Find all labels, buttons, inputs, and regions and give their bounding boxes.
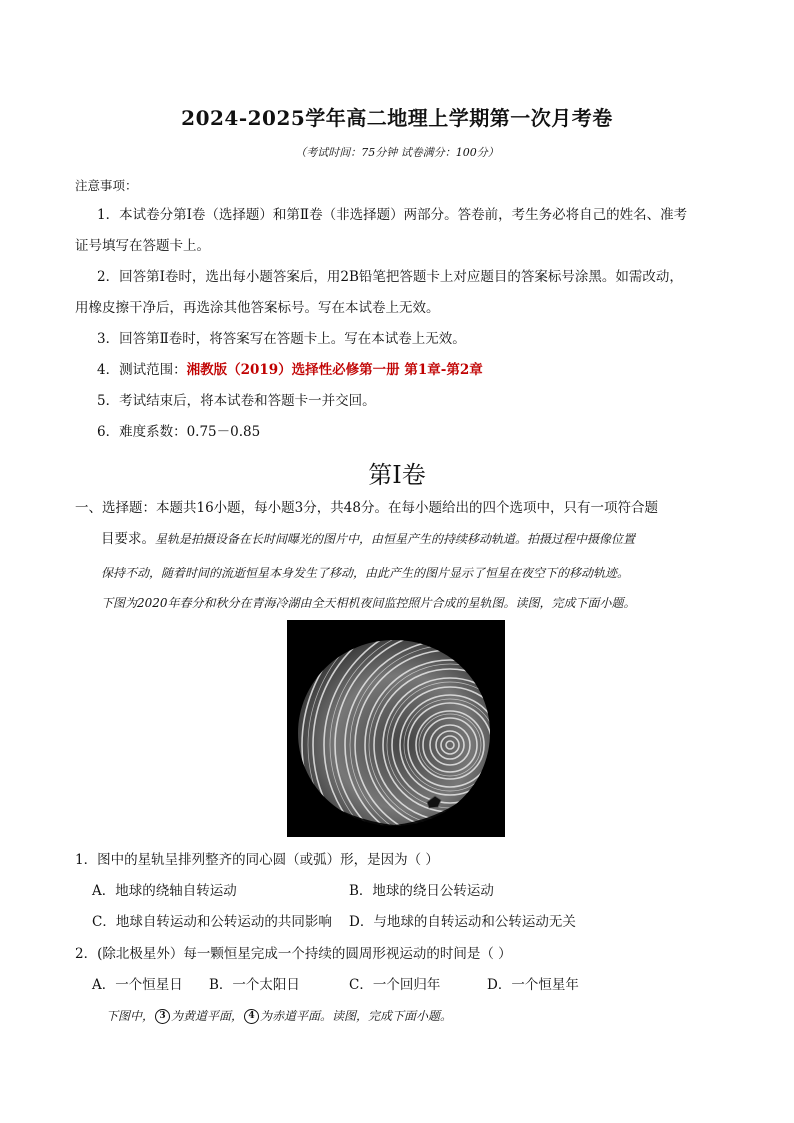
notice-item-6: 6．难度系数：0.75－0.85 [97, 424, 261, 440]
question-1-option-a: A．地球的绕轴自转运动 [92, 883, 237, 899]
notice-item-4 [97, 360, 483, 380]
question-2-option-b: B．一个太阳日 [209, 977, 300, 993]
exam-info: （考试时间：75分钟 试卷满分：100分） [295, 146, 499, 159]
notice-heading: 注意事项： [75, 178, 138, 193]
notice-item-1: 1．本试卷分第Ⅰ卷（选择题）和第Ⅱ卷（非选择题）两部分。答卷前，考生务必将自己的姓名、准考 [97, 207, 688, 223]
section-title: 第Ⅰ卷 [368, 461, 426, 489]
question-stem-line-2: 保持不动，随着时间的流逝恒星本身发生了移动，由此产生的图片显示了恒星在夜空下的移动轨迹。 [101, 566, 630, 580]
star-trail-image [287, 620, 505, 837]
question-2-option-c: C．一个回归年 [349, 977, 441, 993]
question-stem-line-3: 下图为2020年春分和秋分在青海冷湖由全天相机夜间监控照片合成的星轨图。读图，完成下面小题。 [101, 596, 636, 610]
next-intro-prefix: 下图中， [106, 1009, 155, 1023]
question-stem-line-1: 星轨是拍摄设备在长时间曝光的图片中，由恒星产生的持续移动轨道。拍摄过程中摄像位置 [155, 532, 636, 546]
next-intro-mid: 为黄道平面， [171, 1009, 244, 1023]
question-1-option-c: C．地球自转运动和公转运动的共同影响 [92, 914, 332, 930]
notice-item-3: 3．回答第Ⅱ卷时，将答案写在答题卡上。写在本试卷上无效。 [97, 331, 466, 347]
notice-item-5: 5．考试结束后，将本试卷和答题卡一并交回。 [97, 393, 376, 409]
next-question-intro [106, 1007, 452, 1024]
page-title: 2024-2025学年高二地理上学期第一次月考卷 [181, 106, 613, 130]
star-trail-photo [287, 620, 505, 837]
question-1-option-d: D．与地球的自转运动和公转运动无关 [349, 914, 576, 930]
question-1-stem: 1．图中的星轨呈排列整齐的同心圆（或弧）形，是因为（ ） [75, 852, 439, 868]
circled-number-3: 3 [155, 1009, 170, 1024]
notice-item-1-cont: 证号填写在答题卡上。 [75, 238, 210, 254]
test-scope-label: 4．测试范围： [97, 362, 187, 378]
next-intro-suffix: 为赤道平面。读图，完成下面小题。 [260, 1009, 453, 1023]
question-2-stem: 2．(除北极星外）每一颗恒星完成一个持续的圆周形视运动的时间是（ ） [75, 946, 512, 962]
part1-intro: 一、选择题：本题共16小题，每小题3分，共48分。在每小题给出的四个选项中，只有一项符合题 [75, 500, 658, 516]
question-2-option-a: A．一个恒星日 [92, 977, 183, 993]
part1-intro-end: 目要求。 [101, 531, 155, 547]
part1-intro-cont [101, 529, 635, 549]
circled-number-4: 4 [244, 1009, 259, 1024]
question-2-option-d: D．一个恒星年 [487, 977, 579, 993]
test-scope-range: 湘教版（2019）选择性必修第一册 第1章-第2章 [186, 362, 483, 378]
question-1-option-b: B．地球的绕日公转运动 [349, 883, 494, 899]
notice-item-2-cont: 用橡皮擦干净后，再选涂其他答案标号。写在本试卷上无效。 [75, 300, 440, 316]
notice-item-2: 2．回答第Ⅰ卷时，选出每小题答案后，用2B铅笔把答题卡上对应题目的答案标号涂黑。如需改动， [97, 269, 683, 285]
